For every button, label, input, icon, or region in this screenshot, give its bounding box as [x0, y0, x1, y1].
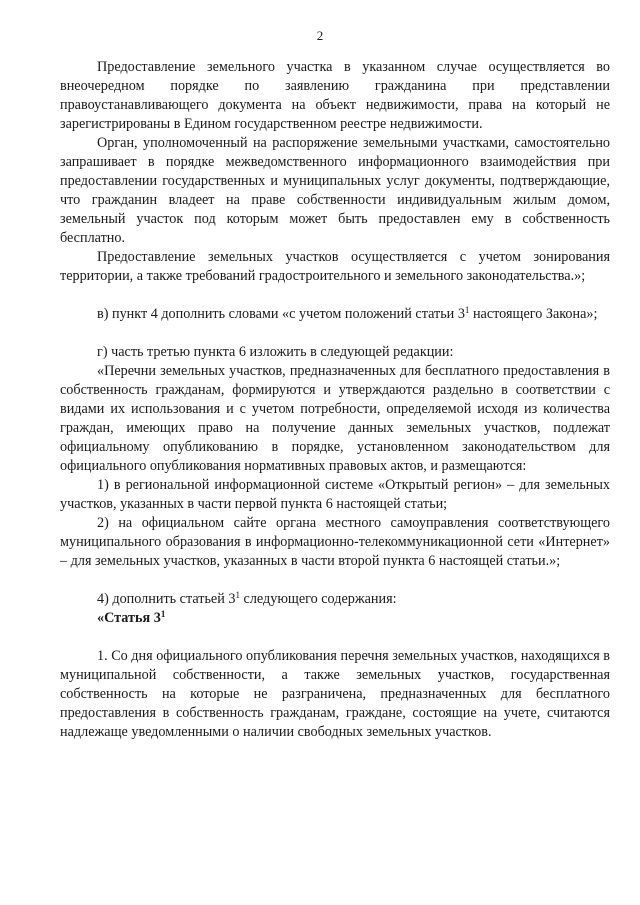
spacer [60, 628, 610, 647]
document-body [60, 58, 610, 742]
paragraph-1: Предоставление земельного участка в указанном случае осуществляется во внеочередном порядке по заявлению гражданина при представлении правоустанавливающего документа на объект недвижимости, права на который не зарегистрированы в Едином государственном реестре недвижимости. [60, 59, 610, 132]
superscript: 1 [235, 590, 240, 600]
spacer [60, 571, 610, 590]
paragraph-2: Орган, уполномоченный на распоряжение земельными участками, самостоятельно запрашивает в порядке межведомственного информационного взаимодействия при предоставлении государственных и муниципальных услуг документы, подтверждающие, что гражданин владеет на праве собственности индивидуальным жилым домом, земельный участок под которым может быть предоставлен ему в собственность бесплатно. [60, 135, 610, 246]
paragraph-7: 1) в региональной информационной системе «Открытый регион» – для земельных участков, указанных в части первой пункта 6 настоящей статьи; [60, 477, 610, 512]
paragraph-5: г) часть третью пункта 6 изложить в следующей редакции: [97, 344, 454, 360]
paragraph-6: «Перечни земельных участков, предназначенных для бесплатного предоставления в собственность гражданам, формируются и утверждаются раздельно в соответствии с видами их использования и с учетом потребности, определяемой исходя из количества граждан, имеющих право на получение данных земельных участков, подлежат официальному опубликованию в порядке, установленном законодательством для официального опубликования нормативных правовых актов, и размещаются: [60, 363, 610, 474]
superscript: 1 [464, 305, 470, 315]
superscript: 1 [160, 609, 166, 619]
paragraph-9 [60, 590, 610, 609]
article-heading-text: «Статья 3 [97, 610, 161, 626]
paragraph-9-text: 4) дополнить статьей 3 [97, 591, 236, 607]
spacer [60, 324, 610, 343]
paragraph-4-tail: настоящего Закона»; [469, 306, 598, 322]
paragraph-3: Предоставление земельных участков осуществляется с учетом зонирования территории, а также требований градостроительного и земельного законодательства.»; [60, 249, 610, 284]
page-number: 2 [316, 28, 324, 43]
paragraph-8: 2) на официальном сайте органа местного самоуправления соответствующего муниципального образования в информационно-телекоммуникационной сети «Интернет» – для земельных участков, указанных в части второй пункта 6 настоящей статьи.»; [60, 515, 610, 569]
spacer [60, 286, 610, 305]
article-heading [60, 609, 610, 628]
paragraph-4 [60, 305, 610, 324]
paragraph-11: 1. Со дня официального опубликования перечня земельных участков, находящихся в муниципальной собственности, а также земельных участков, государственная собственность на которые не разграничена, предназначенных для бесплатного предоставления в собственность гражданам, граждане, состоящие на учете, считаются надлежаще уведомленными о наличии свободных земельных участков. [60, 648, 610, 740]
paragraph-4-text: в) пункт 4 дополнить словами «с учетом положений статьи 3 [97, 306, 465, 322]
paragraph-9-tail: следующего содержания: [239, 591, 397, 607]
